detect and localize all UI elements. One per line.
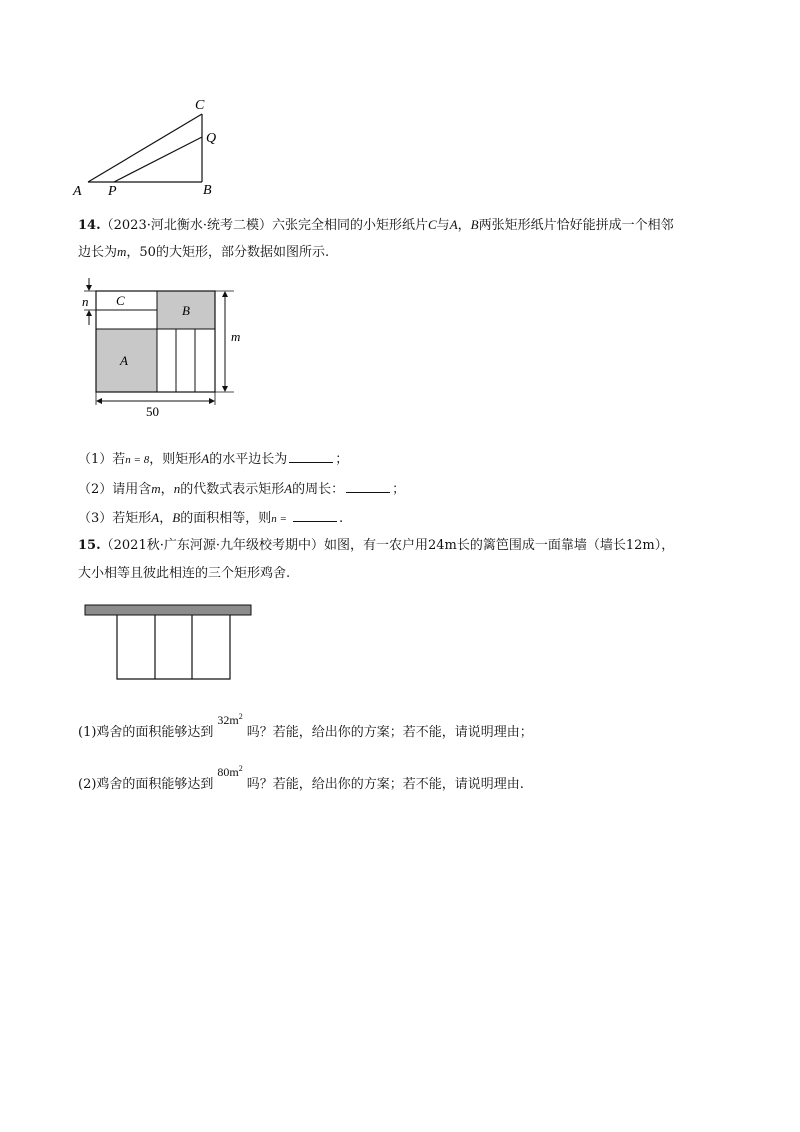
q15-sub1-text: (1)鸡舍的面积能够达到 bbox=[78, 725, 214, 740]
triangle-figure bbox=[70, 95, 230, 200]
q14-var-m: m bbox=[117, 244, 127, 259]
q14-sub2-text: 的代数式表示矩形 bbox=[180, 482, 285, 497]
q14-sub3-a: A bbox=[151, 510, 160, 525]
segment-pq bbox=[114, 137, 202, 182]
q14-source: （2023·河北衡水·统考二模） bbox=[100, 218, 272, 233]
q14-sub2 bbox=[78, 480, 405, 499]
answer-blank[interactable] bbox=[289, 450, 333, 463]
q14-text: 两张矩形纸片恰好能拼成一个相邻 bbox=[478, 218, 674, 233]
q14-text: ，50的大矩形，部分数据如图所示. bbox=[126, 245, 330, 260]
q14-sub3-text: ， bbox=[159, 511, 173, 526]
q15-source: （2021秋·广东河源·九年级校考期中） bbox=[100, 538, 324, 553]
q15-sub2-text: (2)鸡舍的面积能够达到 bbox=[78, 777, 214, 792]
rectangle-figure bbox=[78, 275, 253, 420]
q14-sub2-text: （2）请用含 bbox=[78, 482, 152, 497]
q14-sub2-m: m bbox=[151, 481, 161, 496]
q15-sub1-unit bbox=[217, 708, 242, 729]
q14-sub1-text: 的水平边长为 bbox=[209, 452, 288, 467]
label-p: P bbox=[108, 184, 117, 199]
q14-sub1-text: ，则矩形 bbox=[149, 452, 202, 467]
q14-stem-line1 bbox=[78, 216, 674, 235]
q15-sub2-value: 80m bbox=[217, 765, 239, 779]
q15-stem-line2 bbox=[78, 565, 290, 583]
q15-number: 15. bbox=[78, 538, 101, 553]
fence bbox=[117, 615, 230, 679]
q14-sub1-text: ； bbox=[335, 452, 349, 467]
label-a: A bbox=[120, 353, 128, 368]
label-m: m bbox=[231, 329, 241, 344]
answer-blank[interactable] bbox=[293, 509, 337, 522]
q14-sub2-text: ； bbox=[392, 482, 406, 497]
label-50: 50 bbox=[146, 404, 159, 419]
q14-sub3-text: 的面积相等，则 bbox=[180, 511, 272, 526]
q14-sub3 bbox=[78, 509, 343, 528]
q14-var-c: C bbox=[428, 217, 437, 232]
wall bbox=[85, 605, 251, 615]
q14-text: 与 bbox=[436, 218, 450, 233]
label-q: Q bbox=[206, 131, 217, 146]
q15-sub2-exp: 2 bbox=[238, 764, 243, 773]
q15-sub2-unit bbox=[217, 760, 242, 781]
q14-text: 六张完全相同的小矩形纸片 bbox=[271, 218, 428, 233]
q15-sub1-exp: 2 bbox=[238, 712, 243, 721]
q14-sub3-n: n = bbox=[271, 513, 287, 525]
side-ac bbox=[88, 114, 202, 182]
q14-sub2-a: A bbox=[284, 481, 293, 496]
q15-stem-line1 bbox=[78, 537, 674, 555]
q15-text: 如图，有一农户用24m长的篱笆围成一面靠墙（墙长12m）， bbox=[323, 538, 675, 553]
q14-sub1-text: （1）若 bbox=[78, 452, 126, 467]
q14-sub2-text: ， bbox=[160, 482, 174, 497]
label-c: C bbox=[195, 98, 205, 113]
label-b: B bbox=[182, 303, 190, 318]
q14-var-b: B bbox=[470, 217, 479, 232]
q14-var-a: A bbox=[449, 217, 458, 232]
label-c: C bbox=[116, 293, 125, 308]
answer-blank[interactable] bbox=[346, 480, 390, 493]
label-a: A bbox=[73, 184, 82, 199]
q14-text: ， bbox=[457, 218, 471, 233]
q14-stem-line2 bbox=[78, 243, 329, 262]
q14-sub3-text: （3）若矩形 bbox=[78, 511, 152, 526]
q14-sub2-text: 的周长： bbox=[292, 482, 345, 497]
q14-sub1-cond: n = 8 bbox=[125, 454, 150, 466]
q15-sub2 bbox=[78, 764, 524, 794]
q15-sub1 bbox=[78, 712, 533, 742]
q14-sub2-n: n bbox=[173, 481, 181, 496]
label-b: B bbox=[203, 183, 212, 198]
q15-sub1-value: 32m bbox=[217, 713, 239, 727]
coop-figure bbox=[84, 604, 256, 684]
q14-sub1 bbox=[78, 450, 348, 469]
q14-sub3-text: . bbox=[339, 511, 344, 526]
q15-text: 大小相等且彼此相连的三个矩形鸡舍. bbox=[78, 566, 291, 581]
q15-sub2-text: 吗？若能，给出你的方案；若不能，请说明理由. bbox=[246, 777, 524, 792]
q14-text: 边长为 bbox=[78, 245, 118, 260]
q14-number: 14. bbox=[78, 218, 101, 233]
q14-sub3-b: B bbox=[172, 510, 181, 525]
label-n: n bbox=[82, 294, 89, 309]
q15-sub1-text: 吗？若能，给出你的方案；若不能，请说明理由； bbox=[246, 725, 533, 740]
q14-sub1-a: A bbox=[201, 451, 210, 466]
